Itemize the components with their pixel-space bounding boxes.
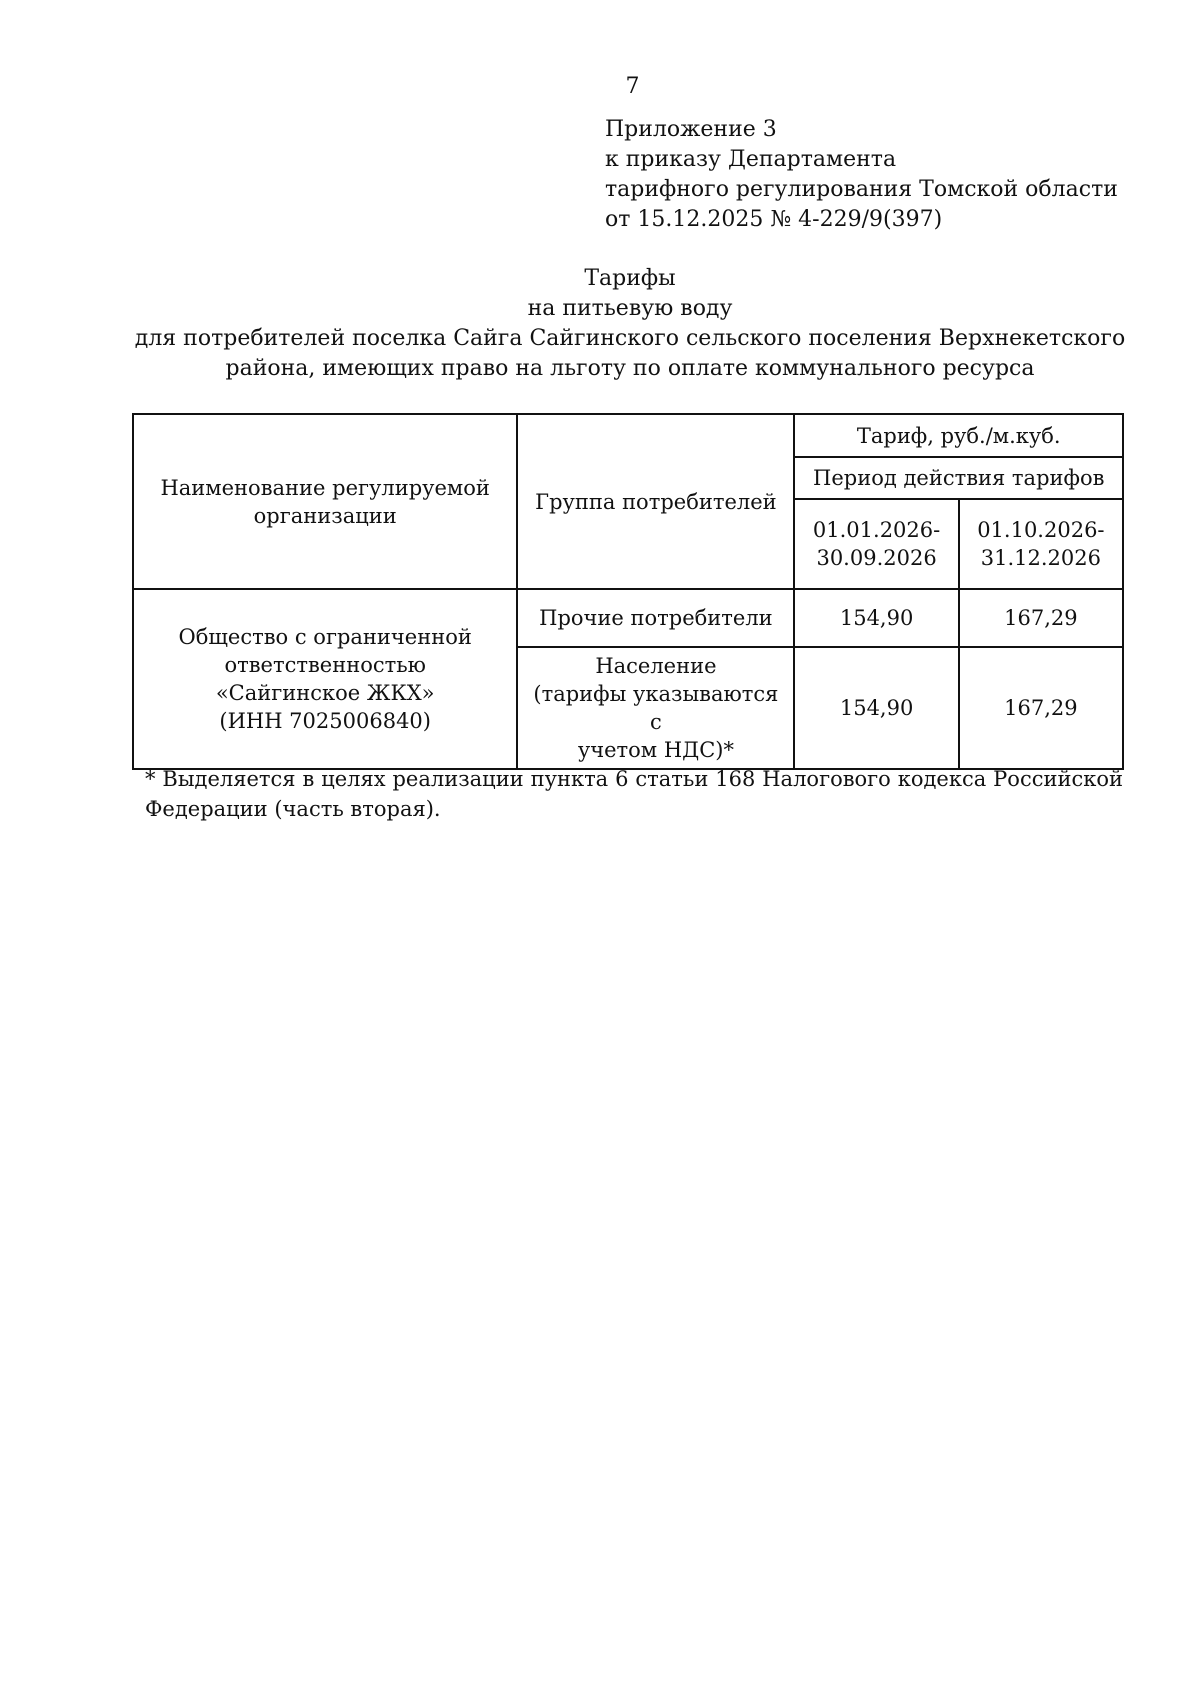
consumer-group-cell: Прочие потребители	[517, 589, 794, 647]
header-period: Период действия тарифов	[794, 457, 1123, 499]
header-period-2	[959, 499, 1123, 589]
tariff-value-period-2: 167,29	[959, 589, 1123, 647]
organization-text: ответственностью	[224, 653, 426, 677]
document-title	[130, 264, 1130, 384]
tariff-value-period-2: 167,29	[959, 647, 1123, 769]
tariff-value-period-1: 154,90	[794, 647, 958, 769]
title-line: на питьевую воду	[527, 296, 733, 321]
appendix-header	[605, 115, 1118, 235]
consumer-group-text: учетом НДС)*	[577, 738, 734, 762]
header-tariff: Тариф, руб./м.куб.	[794, 414, 1123, 457]
header-consumer-group: Группа потребителей	[517, 414, 794, 589]
consumer-group-text: (тарифы указываются с	[533, 682, 779, 734]
consumer-group-text: Население	[595, 654, 717, 678]
title-line: района, имеющих право на льготу по оплате коммунального ресурса	[225, 356, 1035, 381]
table-header-row	[133, 414, 1123, 457]
appendix-line: Приложение 3	[605, 117, 777, 142]
appendix-line: к приказу Департамента	[605, 147, 897, 172]
header-text: 31.12.2026	[980, 546, 1101, 570]
header-period-1	[794, 499, 958, 589]
organization-text: Общество с ограниченной	[178, 625, 472, 649]
footnote: * Выделяется в целях реализации пункта 6 статьи 168 Налогового кодекса Российской Федерации (часть вторая).	[145, 767, 1123, 821]
consumer-group-cell	[517, 647, 794, 769]
organization-text: «Сайгинское ЖКХ»	[215, 681, 435, 705]
header-text: 30.09.2026	[816, 546, 937, 570]
appendix-line: от 15.12.2025 № 4-229/9(397)	[605, 207, 943, 232]
header-text: 01.01.2026-	[812, 518, 941, 542]
organization-text: (ИНН 7025006840)	[219, 709, 431, 733]
header-text: организации	[253, 503, 397, 528]
title-line: Тарифы	[584, 266, 676, 291]
title-line: для потребителей поселка Сайга Сайгинского сельского поселения Верхнекетского	[134, 326, 1126, 351]
header-text: 01.10.2026-	[977, 518, 1105, 542]
tariff-table	[132, 413, 1124, 770]
tariff-value-period-1: 154,90	[794, 589, 958, 647]
header-text: Наименование регулируемой	[160, 475, 490, 500]
organization-cell	[133, 589, 517, 769]
page-number: 7	[625, 74, 640, 99]
appendix-line: тарифного регулирования Томской области	[605, 177, 1118, 202]
table-row	[133, 589, 1123, 647]
header-org-name	[133, 414, 517, 589]
